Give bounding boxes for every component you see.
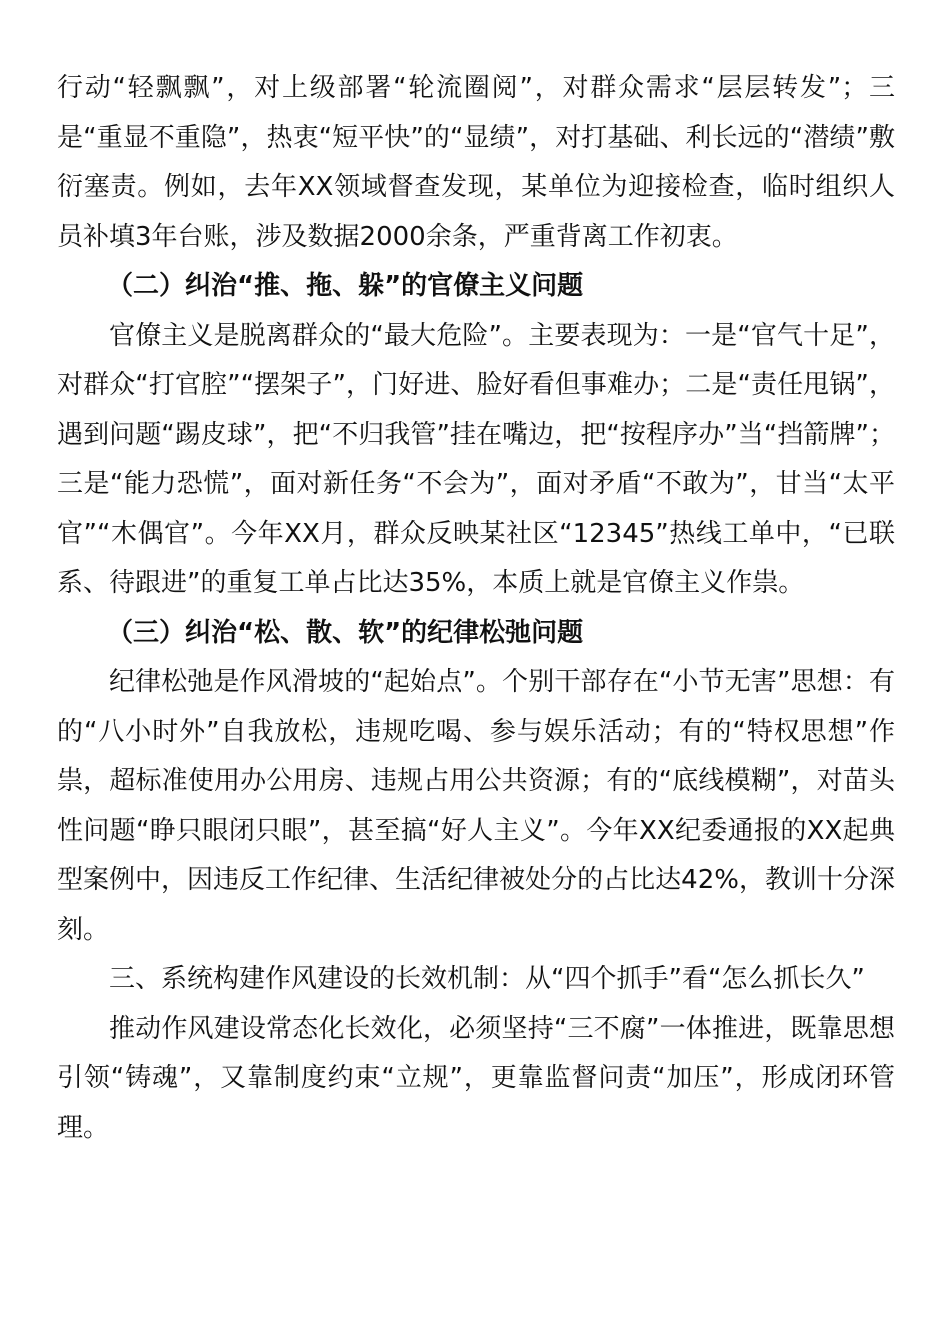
body-paragraph-discipline: 纪律松弛是作风滑坡的“起始点”。个别干部存在“小节无害”思想：有的“八小时外”自我放松，违规吃喝、参与娱乐活动；有的“特权思想”作祟，超标准使用办公用房、违规占用公共资源；有的“底线模糊”，对苗头性问题“睁只眼闭只眼”，甚至搞“好人主义”。今年XX纪委通报的XX起典型案例中，因违反工作纪律、生活纪律被处分的占比达42%，教训十分深刻。 (57, 667, 895, 945)
body-paragraph-mechanism: 推动作风建设常态化长效化，必须坚持“三不腐”一体推进，既靠思想引领“铸魂”，又靠制度约束“立规”，更靠监督问责“加压”，形成闭环管理。 (57, 1013, 895, 1143)
document-body (57, 64, 895, 1153)
body-paragraph-bureaucratism: 官僚主义是脱离群众的“最大危险”。主要表现为：一是“官气十足”，对群众“打官腔”“摆架子”，门好进、脸好看但事难办；二是“责任甩锅”，遇到问题“踢皮球”，把“不归我管”挂在嘴边，把“按程序办”当“挡箭牌”；三是“能力恐慌”，面对新任务“不会为”，面对矛盾“不敢为”，甘当“太平官”“木偶官”。今年XX月，群众反映某社区“12345”热线工单中，“已联系、待跟进”的重复工单占比达35%，本质上就是官僚主义作祟。 (57, 320, 895, 598)
section-heading-2: （二）纠治“推、拖、躲”的官僚主义问题 (107, 271, 584, 301)
section-heading-3: （三）纠治“松、散、软”的纪律松弛问题 (107, 617, 584, 648)
body-paragraph-continued: 行动“轻飘飘”，对上级部署“轮流圈阅”，对群众需求“层层转发”；三是“重显不重隐”，热衷“短平快”的“显绩”，对打基础、利长远的“潜绩”敷衍塞责。例如，去年XX领域督查发现，某单位为迎接检查，临时组织人员补填3年台账，涉及数据2000余条，严重背离工作初衷。 (57, 73, 895, 252)
chapter-heading-3: 三、系统构建作风建设的长效机制：从“四个抓手”看“怎么抓长久” (109, 964, 865, 994)
